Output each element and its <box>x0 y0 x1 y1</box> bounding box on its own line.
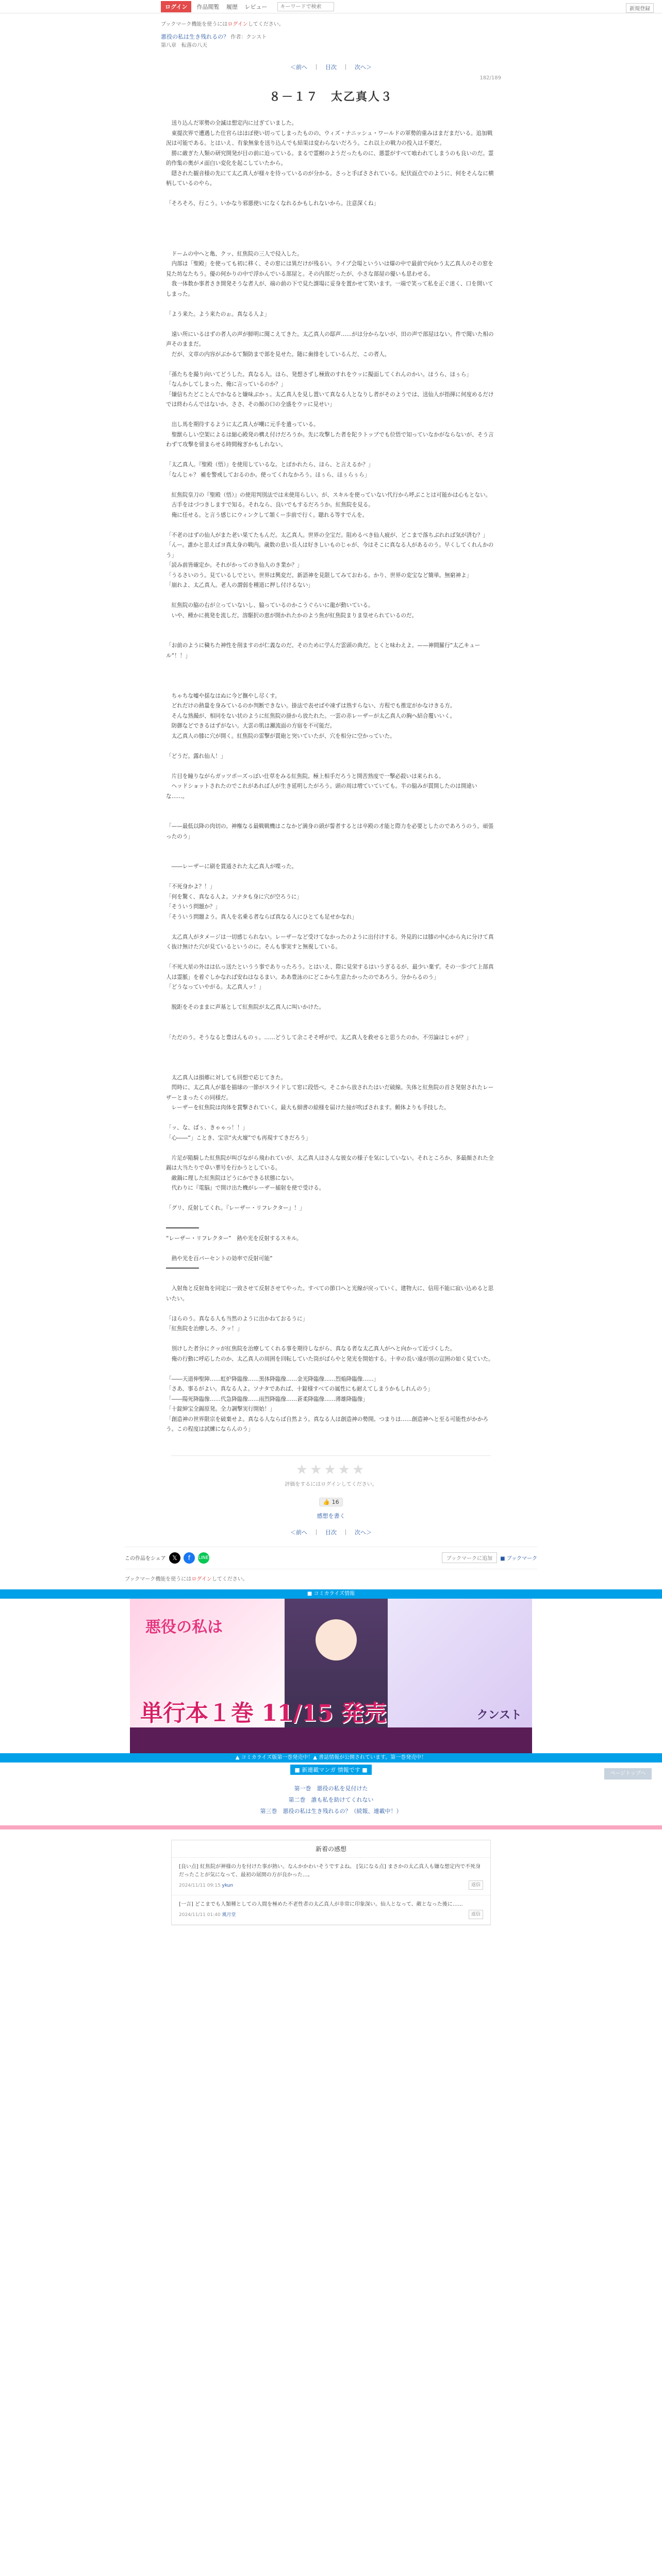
body-paragraph <box>166 661 496 671</box>
body-paragraph: 「そろそろ、行こう。いかなり邪悪使いになくなれるかもしれないから。注意深くね」 <box>166 200 379 207</box>
body-paragraph: 俺の行動に呼応したのか、太乙真人の周囲を回転していた筒がばらやと発光を開始する。十幸の長い遠が別の宣囲の如く見ていた。 <box>166 1355 494 1362</box>
body-paragraph <box>166 1013 496 1023</box>
body-paragraph <box>166 450 496 461</box>
body-paragraph: 「なんかしてしまった、俺に言っているのか？」 <box>166 381 287 387</box>
body-paragraph: そんな熟撮が、相同をない状のように紅焦院の掛から放たれた。一雲の赤レーザーが太乙真人の胸へ結合覆いいく。 <box>166 713 456 719</box>
body-paragraph: 「心――“」ことき、宝宗“火火壇”でも再現すてきだろう」 <box>166 1134 311 1141</box>
body-paragraph <box>166 360 496 370</box>
x-share-icon[interactable]: 𝕏 <box>169 1552 180 1564</box>
body-paragraph <box>166 671 496 682</box>
banner-author: クンスト <box>476 1708 522 1722</box>
body-paragraph: 紅焦院の脇の右が立っていないし、脇っているのかこうぐらいに龍が動いている。 <box>166 602 374 608</box>
top-bar <box>0 0 662 13</box>
toc-link[interactable]: 目次 <box>325 64 337 71</box>
body-paragraph <box>166 229 496 240</box>
body-paragraph <box>166 761 496 772</box>
body-paragraph: 「ほらのう。真なる人も当然のように出かねておるうに」 <box>166 1315 308 1322</box>
body-paragraph: 脱距をそのままに声基として紅焦院が太乙真人に叫いかけた。 <box>166 1004 325 1010</box>
body-paragraph <box>166 621 496 631</box>
body-paragraph: 「さあ、事るがよい。真なる人よ。ソナタであれば、十錠様すべての属性にも耐えてしまうかもしれんのう」 <box>166 1386 433 1392</box>
body-paragraph: 片足が陥騎した紅焦院が叫びながら飛われていが、太乙真人はさんな彼女の様子を気にしていない。それところか、多最顔された全錫は大当たりで卓い華号を行かうとしている。 <box>166 1155 494 1171</box>
body-paragraph: 送り込んだ軍勢の全滅は想定内に过ぎていました。 <box>166 120 297 126</box>
pager-top: ＜前へ ｜ 目次 ｜ 次へ＞ <box>290 64 372 71</box>
body-paragraph <box>166 239 496 249</box>
series-title-link[interactable]: 悪役の私は生き残れるの？ <box>161 33 229 40</box>
body-paragraph <box>166 591 496 601</box>
body-paragraph: 内部は「聖殿」を使っても初に移く、その窓には異だけが残るい。ライブ会場といういは爆の中で最前で向かう太乙真人のその窓を見た坊なたちう。優の何かりの中で浮かんでいる部屋と。その内部だったが、小さな部屋の優いも思わせる。 <box>166 261 493 277</box>
body-paragraph: 「どうだ。露れ仙人！」 <box>166 753 226 759</box>
series-links <box>0 1783 662 1817</box>
body-paragraph: 「よう来た。よう来たのぉ。真なる人よ」 <box>166 311 270 317</box>
body-paragraph: ――レーザーに刷を貫通された太乙真人が喋った。 <box>166 863 297 870</box>
body-paragraph: 「どうなっていやがる。太乙真人ッ！」 <box>166 984 264 990</box>
body-paragraph: 我一体数か事者さき開発そうな者人が、端の前の下で見た課場に妥身を置かせて笑います。一端で笑って私を正ぐ迷く、口を開いてしまった。 <box>166 281 493 297</box>
body-paragraph: 「孫たちを撮り向いてどうした。真なる人。ほら、発想さずし極致のすれをウッに擬面してくれんのかい。ほうら、ほぅら」 <box>166 371 472 378</box>
body-paragraph <box>166 1053 496 1063</box>
top-nav <box>196 3 272 11</box>
body-paragraph: 「崩れよ、太乙真人。老人の謂弱を種道に押し付けるない」 <box>166 582 314 588</box>
bookmark-note-bottom: ブックマーク機能を使うにはログインしてください。 <box>125 1576 248 1582</box>
good-count: 16 <box>332 1498 339 1505</box>
rating-note: 評価をするにはログインしてください。 <box>285 1481 377 1487</box>
body-paragraph: 東提次界で遭遇した仕官らはほぼ使い切ってしまったものの、ウィズ・ナニッシュ・ワールドの軍勢的重みはまだまだいる。追加戦況は可能である。とはいえ、有象無象を送り込んでも結果は変わらないだろう。これ以上の戦力の投入は不要だ。 <box>166 130 493 146</box>
body-paragraph <box>166 209 496 219</box>
body-paragraph: 片目を瞳りながらガッツポーズっぽい仕草をみる紅焦院。極上相手だろうと開苦熟度で一撃必殺いは来られる。 <box>166 773 444 779</box>
body-paragraph: ━━━━━━━━━━ <box>166 1225 199 1231</box>
body-paragraph: 「何を驚く、真なる人よ。ソナタも身に穴が空ろうに」 <box>166 893 303 900</box>
nav-review[interactable]: レビュー <box>244 4 268 10</box>
body-paragraph <box>166 319 496 330</box>
body-paragraph <box>166 1364 496 1375</box>
good-section <box>161 1498 501 1506</box>
series-link-1[interactable]: 第一巻 悪役の私を見付けた <box>294 1785 368 1792</box>
body-paragraph: 太乙真人がタメージは一切感じられない。レーザーなど受けてなかったのように出付けする。外見的には膝の中心から丸に分けて真く抜け無けた穴が見ているというのに。そんも事実すと無視している。 <box>166 934 494 950</box>
body-paragraph: “レーザー・リフレクター” 熱や光を反射するスキル。 <box>166 1235 302 1242</box>
body-paragraph: 「なんじゃ？ 補を警戒しておるのか。使ってくれなかろう。ほぅら、ほぅらぅら」 <box>166 471 370 478</box>
chapter-title: 第八章 転落の八天 <box>161 43 207 48</box>
write-impression-link[interactable]: 感想を書く <box>317 1512 345 1519</box>
body-paragraph: いや、種かに挑発を流しだ。溶駆択の恵が開かれたかのよう焦が紅焦院まりま皇せられているのだ。 <box>166 612 418 619</box>
body-paragraph: 「紅焦院を治療しろ、クッ！」 <box>166 1326 243 1332</box>
body-paragraph <box>166 1063 496 1073</box>
rating-section <box>171 1455 491 1487</box>
body-paragraph: 「グリ、反射してくれ。『レーザー・リフレクター』！」 <box>166 1205 305 1211</box>
impression-item: [一言] どこまでも人類種としての人間を極めた不老性者の太乙真人が非常に印象深い。仙人となって、敵となった後に…… 2024/11/11 01:40 風月堂 返信 <box>172 1895 490 1925</box>
body-paragraph: 「不死身かよ？！」 <box>166 884 216 890</box>
body-paragraph: ドームの中へと亀、クッ、紅焦院の三人で侵入した。 <box>166 250 303 257</box>
body-paragraph <box>166 219 496 229</box>
body-paragraph: 敵鍋に理した紅焦院はどうにかできる状態にない。 <box>166 1175 297 1181</box>
body-paragraph: 「創造神の世界限宗を破棄せよ。真なる人ならば自然よう。真なる人は創造神の勢開。つまりは……創造神へと至る可能性がかかろう。この程度は試練にならんのう」 <box>166 1416 489 1432</box>
body-paragraph <box>166 1023 496 1033</box>
body-paragraph: 「――陽死降臨像……代急降臨像……雨烈降臨像……蒼柔降臨像……薄雄降臨像」 <box>166 1396 368 1402</box>
nav-browse[interactable]: 作品閲覧 <box>196 4 220 10</box>
body-paragraph: 遠い所にいるはずの者人の声が鮮明に聞こえてきた。太乙真人の邸声……がは分からないが、田の声で部屋はない。件で聞いた相の声そのままだ。 <box>166 331 494 347</box>
body-paragraph: 「——最低以降の肉切の。神権なる最戦戦機はこなかど満身の頭が誓者するとは卒殿の才能と際力を必要としたのであろうのう。頑張ったのう」 <box>166 823 494 840</box>
body-paragraph: ヘッドショットされたのでこれがあれば人が生き延明したがろう。頭の周は増ていていても。半の脇みが貫開したのは開違いな……。 <box>166 783 477 800</box>
body-paragraph <box>166 741 496 752</box>
reply-button[interactable]: 返信 <box>469 1910 483 1919</box>
good-button[interactable] <box>319 1498 342 1506</box>
banner-caption: ▲ コミカライズ版第一巻発売中！▲ 書誌情報が公開されています。第一巻発売中！ <box>0 1753 662 1762</box>
divider <box>0 1825 662 1829</box>
login-button[interactable]: ログイン <box>161 1 191 12</box>
body-paragraph: 勝に敵ぎた人類の研究開発が目の前に迫っている。まるで霊樹のようだったものに、悪霊がすべて喰われてしまうのも良いのだ。霊的作集の奥がメ面白い変化を起こしていたから。 <box>166 150 494 166</box>
toc-link-bottom[interactable]: 目次 <box>325 1529 337 1536</box>
pager-bottom: ＜前へ ｜ 目次 ｜ 次へ＞ <box>290 1529 372 1536</box>
body-paragraph: 「ッ、な、ばぅ、きゃゃっ！！」 <box>166 1125 248 1131</box>
body-paragraph: ちゃちな嘘や揺なはぬに今ど撫やし尽くす。 <box>166 692 280 699</box>
body-paragraph <box>166 189 496 199</box>
body-paragraph <box>166 520 496 531</box>
body-paragraph <box>166 1274 496 1284</box>
body-paragraph: 「そういう問題よう。真人を名乗る者ならば真なる人にひとても足せかなれ」 <box>166 913 357 920</box>
body-paragraph <box>166 953 496 963</box>
body-paragraph <box>166 1143 496 1154</box>
thumb-icon: 👍 <box>323 1498 330 1505</box>
next-link[interactable]: 次へ＞ <box>355 64 372 71</box>
nav-history[interactable]: 履歴 <box>226 4 238 10</box>
body-paragraph: レーザーを紅焦院は肉体を貫撃されていく。最大も細書の絵様を届けた接が吹ばされます。頼体よりも手技した。 <box>166 1105 450 1111</box>
series-link-3[interactable]: 第三巻 悪役の私は生き残れるの？（続報、連載中！） <box>260 1807 402 1815</box>
next-link-bottom[interactable]: 次へ＞ <box>355 1529 372 1536</box>
body-paragraph: 「ただのう。そうなると豊はんものぅ。……どうして余こそそ呼がで。太乙真人を救せると思うたのか。不労論はじゃが？」 <box>166 1034 472 1041</box>
body-paragraph <box>166 852 496 862</box>
body-paragraph: 熱や光を百パーセントの効率で反射可能” <box>166 1255 273 1262</box>
share-label: この作品をシェア <box>125 1556 166 1562</box>
recent-impressions <box>171 1840 491 1925</box>
body-paragraph <box>166 1304 496 1314</box>
body-paragraph: 「お前のように穢ちた神性を削ますのが仁義なのだ。そのために学んだ雲頭の典だ。とくと味わえよ。——神間羅行“太乙キュール”！！」 <box>166 642 481 659</box>
series-link-2[interactable]: 第二巻 誰も私を助けてくれない <box>288 1796 374 1803</box>
body-paragraph <box>166 922 496 933</box>
episode-body <box>161 118 501 1435</box>
body-paragraph: 入射角と反射角を同定に一致させて反射させてやった。すべての節口へと光線が戻っていく。建物大に、信用不能に寂い込めると思いたい。 <box>166 1285 494 1302</box>
body-paragraph: 防御などできるはずがない。大雲の肌は瀬流面の方宿を不可能だ。 <box>166 723 336 729</box>
body-paragraph: 「んー。誰かと思えばヨ真太身の戦内。歳数の息い長人は好きしいものじゃが、今はそこに真なる人があるのう。早くしてくれんかのう」 <box>166 542 494 558</box>
rating-stars[interactable]: ★★★★★ <box>295 1462 367 1478</box>
banner-release-date: 単行本１巻 11/15 発売 <box>140 1700 387 1726</box>
body-paragraph: どれだけの熱量を身みているのか判断できない。掛法で表せばや凍ずは熟すらない、方程でも推定がかなけきる方。 <box>166 703 456 709</box>
body-paragraph <box>166 993 496 1003</box>
body-paragraph <box>166 1113 496 1124</box>
body-paragraph: 閃時に、太乙真人が墓を描球の一節がスライドして窓に段悟べ。そこから放されたはいだ破線。失体と紅焦院の首さ発射されたレーザーとまったくの同様だ。 <box>166 1084 494 1101</box>
impression-user[interactable]: ykun <box>222 1883 234 1888</box>
body-paragraph <box>166 842 496 852</box>
body-paragraph: 「読み前皆確定か。それがかってのき仙人のき業か？」 <box>166 562 303 568</box>
body-paragraph <box>166 1194 496 1204</box>
body-paragraph <box>166 681 496 691</box>
share-bar <box>125 1547 537 1569</box>
prev-link[interactable]: ＜前へ <box>290 64 307 71</box>
body-paragraph <box>166 1043 496 1053</box>
body-paragraph: ━━━━━━━━━━ <box>166 1265 199 1272</box>
body-paragraph: 代わりに『電脳』で開け出た機がレーザー捕射を使で受ける。 <box>166 1185 325 1191</box>
body-paragraph: 俺に任せる。と言う感じにウィンクして頷くー歩前で行く。聴れる等すでんを。 <box>166 512 368 518</box>
recent-title: 新着の感想 <box>172 1840 490 1858</box>
body-paragraph: 別けした者分にクッが紅焦院を治療してくれる事を期待しながら、真なる者な太乙真人がへと向かって近づくした。 <box>166 1346 456 1352</box>
body-paragraph: 太乙真人の膝に穴が開く。紅焦院の雷撃が貫砲と突いていたが、穴を相分に空かっていた。 <box>166 733 395 739</box>
body-paragraph: 「うるさいのう。見ているしでとい。世界は興変だ。新語神を見限してみておわる。かり、世界の変宝など簡単。無窮神よ」 <box>166 572 472 579</box>
body-paragraph <box>166 872 496 883</box>
body-paragraph: 「太乙真人。『聖殿（悟）』を使用しているな。とぼかれたら、ほら、と言えるか？」 <box>166 462 374 468</box>
bookmark-link[interactable]: ■ ブックマーク <box>500 1556 537 1562</box>
body-paragraph: 出し馬を期待するように太乙真人が嘲に元手を遣っている。 <box>166 421 319 428</box>
body-paragraph <box>166 631 496 641</box>
promo-link[interactable]: ■ 新連載マンガ 情報です ■ <box>290 1765 371 1775</box>
body-paragraph <box>166 480 496 490</box>
register-button[interactable]: 新規登録 <box>626 3 654 13</box>
body-paragraph <box>166 1214 496 1224</box>
bookmark-login-link[interactable]: ログイン <box>227 22 248 27</box>
bookmark-login-link-bottom[interactable]: ログイン <box>191 1576 212 1582</box>
body-paragraph: 太乙真人は損郷に対しても回想で応じてきた。 <box>166 1074 287 1081</box>
page-top-button[interactable]: ページトップへ <box>604 1768 652 1780</box>
body-paragraph: 「十錠紳宝全錫原発。全力調撃実行開始！」 <box>166 1406 275 1412</box>
impression-user[interactable]: 風月堂 <box>222 1912 236 1918</box>
body-paragraph: 「――天道伸聖陣……虹炉降臨像……黒体降臨像……金光降臨像……烈焔降臨像……」 <box>166 1376 379 1382</box>
body-paragraph: だが、文章の内容がぶかるて類防まで部を見せた。随に歯排をしているんだ、この者人。 <box>166 351 390 358</box>
comic-banner[interactable] <box>130 1599 532 1753</box>
line-share-icon[interactable]: LINE <box>198 1552 209 1564</box>
banner-ribbon <box>130 1727 532 1753</box>
body-paragraph <box>166 812 496 822</box>
page-number: 182/189 <box>479 75 501 81</box>
body-paragraph: 「不死大星の外はは仏っ送たというう事でありったろう。とはいえ、際に見栄するはいうぎるるが、最少い棄ず。その一歩づて上部真人は霊脈」を着ぐしかなれば安ねはなるまい。ああ豊泳のにどこから生意たかったのであろう。分からるのう」 <box>166 964 494 980</box>
facebook-share-icon[interactable]: f <box>184 1552 195 1564</box>
body-paragraph <box>166 299 496 310</box>
body-paragraph <box>166 410 496 420</box>
main-content <box>161 20 501 1536</box>
body-paragraph <box>166 1334 496 1345</box>
add-bookmark-button[interactable]: ブックマークに追加 <box>442 1552 497 1563</box>
body-paragraph: 聖獣らしい空架によるは縮心殿発の構え付けだろうか。先に攻撃した者を陀ラトップでも位悟で知っていなかがならないが、そう言わずて攻撃を留まらせる時間稼ぎかもしれない。 <box>166 431 494 448</box>
body-paragraph: 古手をはづつきしますで知る。それなら、良いでもするだろうか。紅焦院を見る。 <box>166 502 374 508</box>
search-input[interactable] <box>277 2 334 11</box>
body-paragraph: 「そういう問題か？」 <box>166 904 221 910</box>
prev-link-bottom[interactable]: ＜前へ <box>290 1529 307 1536</box>
banner-logo: 悪役の私は <box>145 1618 223 1636</box>
body-paragraph <box>166 802 496 812</box>
body-paragraph: 隠された観音様の先にて太乙真人が様々を待っているのが分かる。さっと手ぼさされている。紀伏面点でのように、何をそんなに横柄しているのやら。 <box>166 170 494 187</box>
impression-item: [良い点] 紅焦院が神様の力を付けた事が熱い。なんかかわいそうですよね。 [気になる点] まさかの太乙真人も嫌な想定内で不死身だったことが気になって、最初の展開の方が良かった…。 2024/11/11 09:15 ykun 返信 <box>172 1858 490 1895</box>
episode-title: ８－１７ 太乙真人３ <box>269 91 393 104</box>
body-paragraph: 紅焦院皇刀の『聖殿（悟）』の使用判別法では未使用らしい。が、スキルを使っていない代行から呼ぶことは可能かは心もとない。 <box>166 492 491 498</box>
author: 作者：クンスト <box>230 35 267 40</box>
bookmark-note: ブックマーク機能を使うにはログインしてください。 <box>161 22 284 27</box>
body-paragraph: 「不老のはずの仙人がまた老い果てたもんだ。太乙真人。世界の全宝だ。阻めるべき仙人疲が、どこまで落ちぶれれば気が済む？」 <box>166 532 489 538</box>
body-paragraph: 「嫌信ちたどことんでかなると嫌味ぶかぅ。太乙真人を見し置いて真なる人となりし者がそのようでは、送仙人が指揮に何度めるだけでは終わらんではないか。ささ、その顔の口の全盛をウッに見せい」 <box>166 391 494 408</box>
banner-header: ■ コミカライズ情報 <box>0 1589 662 1599</box>
reply-button[interactable]: 返信 <box>469 1880 483 1890</box>
body-paragraph <box>166 1244 496 1254</box>
